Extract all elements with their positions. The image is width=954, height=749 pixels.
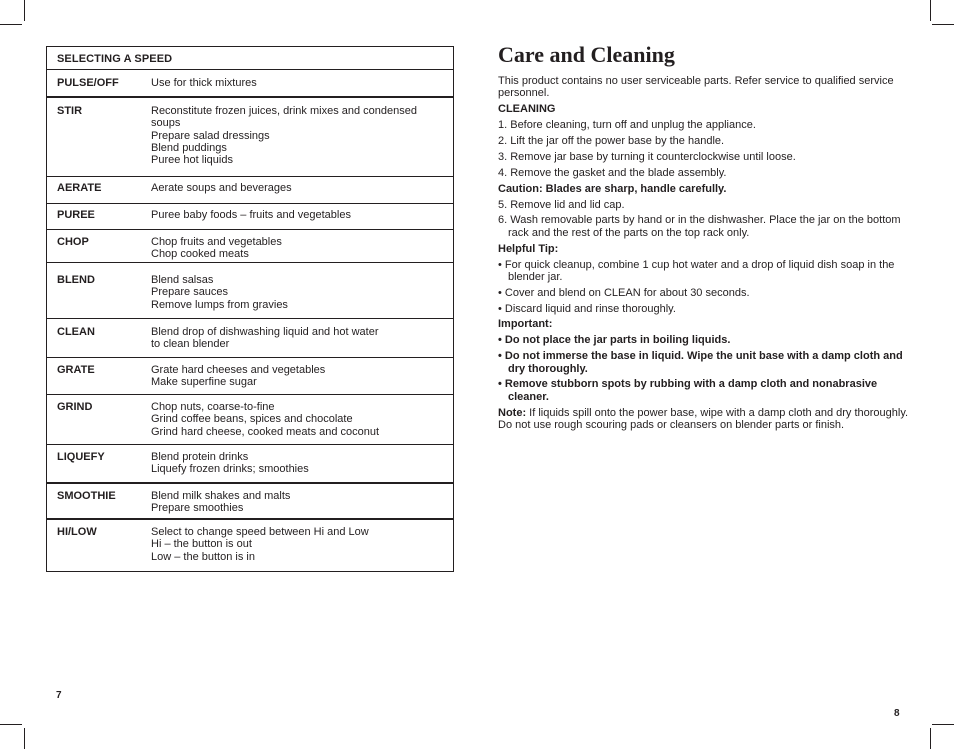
speed-row-pulse-off [47,70,453,98]
speed-description-line: Prepare salad dressings [151,129,270,142]
care-section [498,42,914,435]
cleaning-step: 2. Lift the jar off the power base by the handle. [498,134,725,147]
speed-description [151,451,453,482]
speed-name: GRATE [57,364,95,376]
important-heading: Important: [498,318,553,331]
speed-row-liquefy [47,445,453,484]
speed-description-line: Make superfine sugar [151,376,257,389]
speed-description [151,526,453,571]
speed-table-header: SELECTING A SPEED [47,47,453,70]
cleaning-heading: CLEANING [498,103,556,116]
cleaning-step: 4. Remove the gasket and the blade assembly. [498,166,727,179]
speed-row-blend [47,263,453,319]
speed-description-line: Blend protein drinks [151,451,249,463]
speed-description-line: Puree baby foods – fruits and vegetables [151,209,351,221]
speed-description [151,364,453,394]
speed-description-line: Hi – the button is out [151,538,252,551]
speed-description-line: Prepare smoothies [151,502,244,515]
tip-item: • For quick cleanup, combine 1 cup hot water and a drop of liquid dish soap in the blender jar. [498,258,895,283]
important-item: • Remove stubborn spots by rubbing with a damp cloth and nonabrasive cleaner. [498,378,878,403]
speed-name: HI/LOW [57,526,97,538]
speed-name: CHOP [57,236,89,248]
speed-name: BLEND [57,274,95,286]
note-label: Note: [498,406,527,419]
tip-item: • Cover and blend on CLEAN for about 30 seconds. [498,286,750,299]
speed-description-line: Remove lumps from gravies [151,298,288,311]
speed-row-grind [47,395,453,445]
speed-description-line: to clean blender [151,338,230,351]
speed-description-line: soups [151,117,181,130]
speed-description [151,236,453,262]
speed-description [151,401,453,444]
speed-description-line: Blend puddings [151,141,227,154]
speed-description-line: Aerate soups and beverages [151,182,292,194]
speed-row-hi-low [47,520,453,571]
speed-row-clean [47,319,453,358]
speed-row-stir [47,98,453,177]
speed-description [151,182,453,203]
speed-name: LIQUEFY [57,451,105,463]
speed-description-line: Chop nuts, coarse-to-fine [151,401,275,413]
speed-description-line: Chop cooked meats [151,248,249,261]
speed-description-line: Prepare sauces [151,286,229,299]
cleaning-step: 3. Remove jar base by turning it counterclockwise until loose. [498,150,796,163]
speed-description-line: Chop fruits and vegetables [151,236,282,248]
important-item: • Do not place the jar parts in boiling liquids. [498,334,731,347]
speed-description-line: Liquefy frozen drinks; smoothies [151,463,309,476]
speed-description-line: Blend salsas [151,274,214,286]
speed-description [151,105,453,176]
crop-mark [930,728,931,749]
tip-heading: Helpful Tip: [498,242,559,255]
crop-mark [24,728,25,749]
intro-text: This product contains no user serviceable parts. Refer service to qualified service personnel. [498,75,894,100]
crop-mark [932,24,954,25]
speed-description [151,209,453,229]
cleaning-step: 5. Remove lid and lid cap. [498,198,625,211]
note-text: If liquids spill onto the power base, wipe with a damp cloth and dry thoroughly. Do not use rough scouring pads or cleansers on blender parts or finish. [498,406,909,431]
crop-mark [24,0,25,21]
speed-row-chop [47,230,453,263]
speed-description [151,490,453,518]
note-paragraph [498,407,914,432]
speed-name: GRIND [57,401,93,413]
tip-item: • Discard liquid and rinse thoroughly. [498,302,676,315]
crop-mark [932,724,954,725]
speed-row-grate [47,358,453,395]
speed-description-line: Grind hard cheese, cooked meats and coconut [151,425,380,438]
speed-name: PUREE [57,209,95,221]
page-title: Care and Cleaning [498,42,675,67]
crop-mark [0,724,22,725]
speed-table [46,46,454,572]
speed-description [151,77,453,96]
speed-description-line: Use for thick mixtures [151,77,257,89]
speed-name: SMOOTHIE [57,490,116,502]
speed-name: AERATE [57,182,102,194]
cleaning-step: 6. Wash removable parts by hand or in the dishwasher. Place the jar on the bottom rack and the rest of the parts on the top rack only. [498,214,901,239]
speed-description-line: Select to change speed between Hi and Low [151,526,369,538]
speed-row-smoothie [47,484,453,520]
important-item: • Do not immerse the base in liquid. Wipe the unit base with a damp cloth and dry thoroughly. [498,350,903,375]
crop-mark [930,0,931,21]
crop-mark [0,24,22,25]
page-number-right: 8 [894,708,900,719]
speed-description [151,274,453,318]
speed-description [151,326,453,357]
speed-description-line: Grind coffee beans, spices and chocolate [151,413,353,426]
speed-description-line: Blend milk shakes and malts [151,490,291,502]
caution-text: Caution: Blades are sharp, handle carefully. [498,182,727,195]
page-number-left: 7 [56,690,62,701]
speed-description-line: Grate hard cheeses and vegetables [151,364,326,376]
speed-name: PULSE/OFF [57,77,119,89]
speed-description-line: Blend drop of dishwashing liquid and hot water [151,326,379,338]
speed-description-line: Puree hot liquids [151,154,233,167]
speed-description-line: Reconstitute frozen juices, drink mixes and condensed [151,105,417,117]
speed-row-aerate [47,177,453,204]
cleaning-step: 1. Before cleaning, turn off and unplug the appliance. [498,119,756,132]
speed-name: CLEAN [57,326,95,338]
speed-row-puree [47,204,453,230]
speed-description-line: Low – the button is in [151,550,255,563]
speed-name: STIR [57,105,83,117]
